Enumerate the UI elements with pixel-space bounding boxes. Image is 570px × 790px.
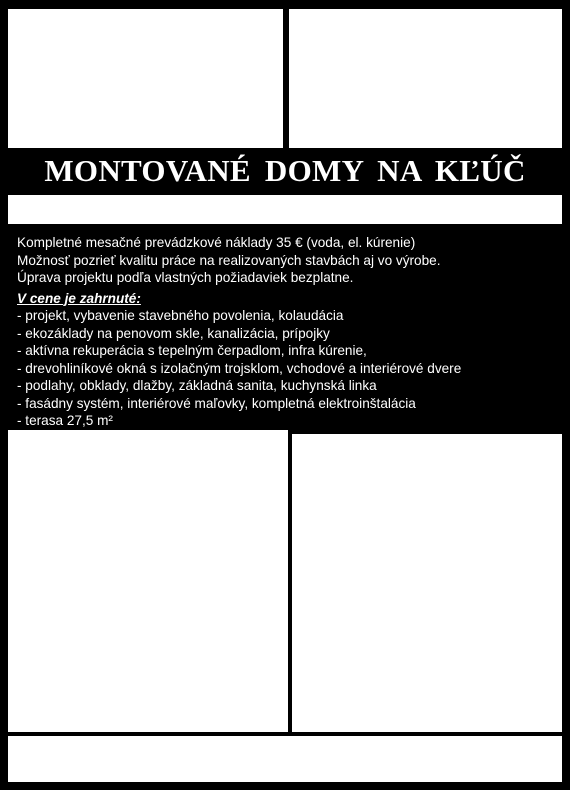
list-item: - ekozáklady na penovom skle, kanalizácia, prípojky [17, 325, 330, 341]
white-divider-strip [8, 195, 562, 224]
intro-line-costs: Kompletné mesačné prevádzkové náklady 35 € (voda, el. kúrenie) [17, 235, 416, 250]
page-title: MONTOVANÉ DOMY NA KĽÚČ [8, 152, 562, 190]
list-item: - terasa 27,5 m² [17, 413, 113, 428]
photo-placeholder-top-right [289, 9, 562, 148]
intro-text [8, 234, 562, 287]
photo-placeholder-bottom-left [8, 430, 288, 732]
list-item: - projekt, vybavenie stavebného povolenia, kolaudácia [17, 308, 344, 323]
info-block [8, 232, 562, 432]
footer-box [8, 736, 562, 782]
list-item: - podlahy, obklady, dlažby, základná sanita, kuchynská linka [17, 378, 377, 393]
included-list [8, 307, 562, 430]
list-item: - aktívna rekuperácia s tepelným čerpadlom, infra kúrenie, [17, 343, 367, 358]
photo-placeholder-top-left [8, 9, 283, 148]
list-item: - drevohliníkové okná s izolačným trojsklom, vchodové a interiérové dvere [17, 360, 462, 376]
included-heading: V cene je zahrnuté: [17, 290, 141, 306]
intro-line-visit: Možnosť pozrieť kvalitu práce na realizovaných stavbách aj vo výrobe. [17, 252, 441, 268]
photo-placeholder-bottom-right [292, 434, 562, 732]
intro-line-customization: Úprava projektu podľa vlastných požiadaviek bezplatne. [17, 270, 354, 285]
list-item: - fasádny systém, interiérové maľovky, kompletná elektroinštalácia [17, 395, 416, 411]
